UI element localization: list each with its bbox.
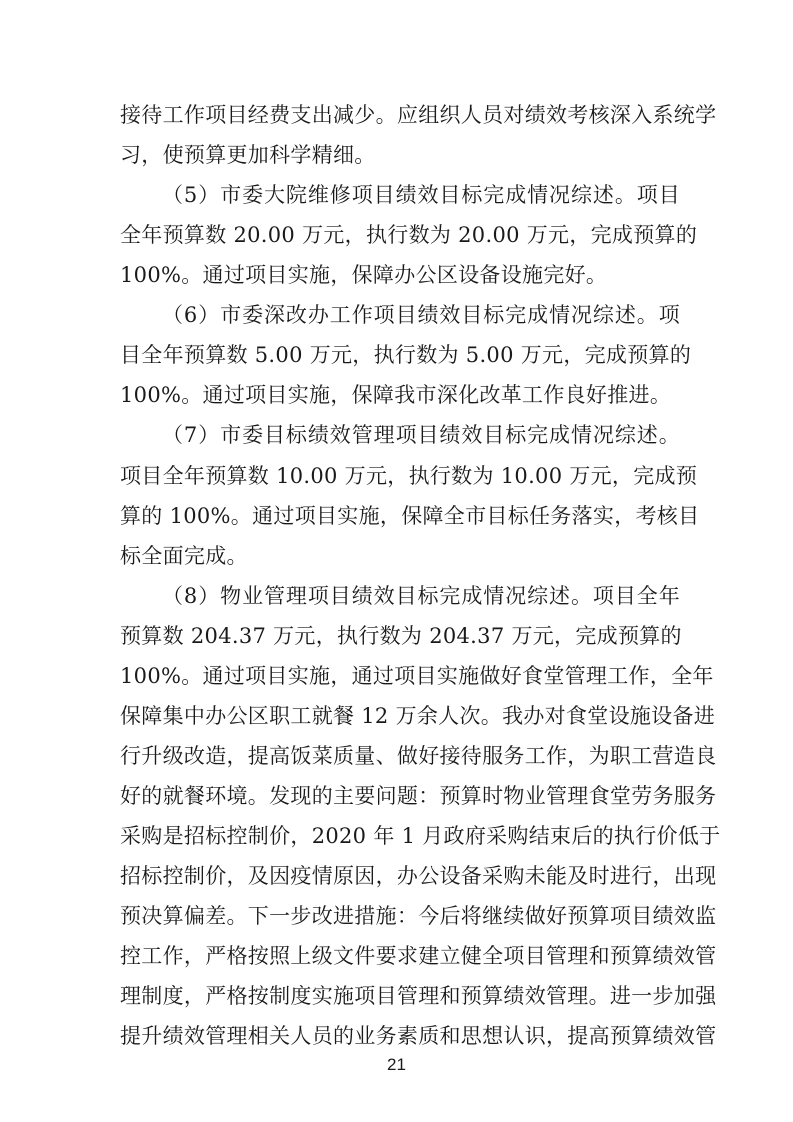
text-line: 控工作，严格按照上级文件要求建立健全项目管理和预算绩效管 [120, 944, 717, 968]
text-line: 好的就餐环境。发现的主要问题：预算时物业管理食堂劳务服务 [120, 784, 717, 808]
text-line: 算的 100%。通过项目实施，保障全市目标任务落实，考核目 [120, 504, 700, 528]
paragraph-heading-5: （5）市委大院维修项目绩效目标完成情况综述。项目 [162, 183, 680, 207]
paragraph-heading-8: （8）物业管理项目绩效目标完成情况综述。项目全年 [162, 584, 680, 608]
text-line: 预决算偏差。下一步改进措施：今后将继续做好预算项目绩效监 [120, 904, 717, 928]
text-line: 采购是招标控制价，2020 年 1 月政府采购结束后的执行价低于 [120, 824, 721, 848]
text-line: 习，使预算更加科学精细。 [120, 143, 376, 167]
text-line: 提升绩效管理相关人员的业务素质和思想认识，提高预算绩效管 [120, 1024, 717, 1048]
text-line: 理制度，严格按制度实施项目管理和预算绩效管理。进一步加强 [120, 984, 717, 1008]
text-line: 接待工作项目经费支出减少。应组织人员对绩效考核深入系统学 [120, 103, 717, 127]
text-line: 标全面完成。 [120, 544, 248, 568]
text-line: 100%。通过项目实施，保障办公区设备设施完好。 [120, 263, 608, 287]
text-line: 100%。通过项目实施，保障我市深化改革工作良好推进。 [120, 383, 672, 407]
text-line: 预算数 204.37 万元，执行数为 204.37 万元，完成预算的 [120, 624, 682, 648]
text-line: 全年预算数 20.00 万元，执行数为 20.00 万元，完成预算的 [120, 223, 698, 247]
text-line: 行升级改造，提高饭菜质量、做好接待服务工作，为职工营造良 [120, 744, 717, 768]
paragraph-heading-7: （7）市委目标绩效管理项目绩效目标完成情况综述。 [162, 423, 680, 447]
paragraph-heading-6: （6）市委深改办工作项目绩效目标完成情况综述。项 [162, 303, 680, 327]
text-line: 100%。通过项目实施，通过项目实施做好食堂管理工作，全年 [120, 664, 714, 688]
text-line: 项目全年预算数 10.00 万元，执行数为 10.00 万元，完成预 [120, 464, 698, 488]
page-number: 21 [387, 1055, 406, 1074]
text-line: 目全年预算数 5.00 万元，执行数为 5.00 万元，完成预算的 [120, 343, 692, 367]
text-line: 招标控制价，及因疫情原因，办公设备采购未能及时进行，出现 [120, 864, 717, 888]
text-line: 保障集中办公区职工就餐 12 万余人次。我办对食堂设施设备进 [120, 704, 716, 728]
